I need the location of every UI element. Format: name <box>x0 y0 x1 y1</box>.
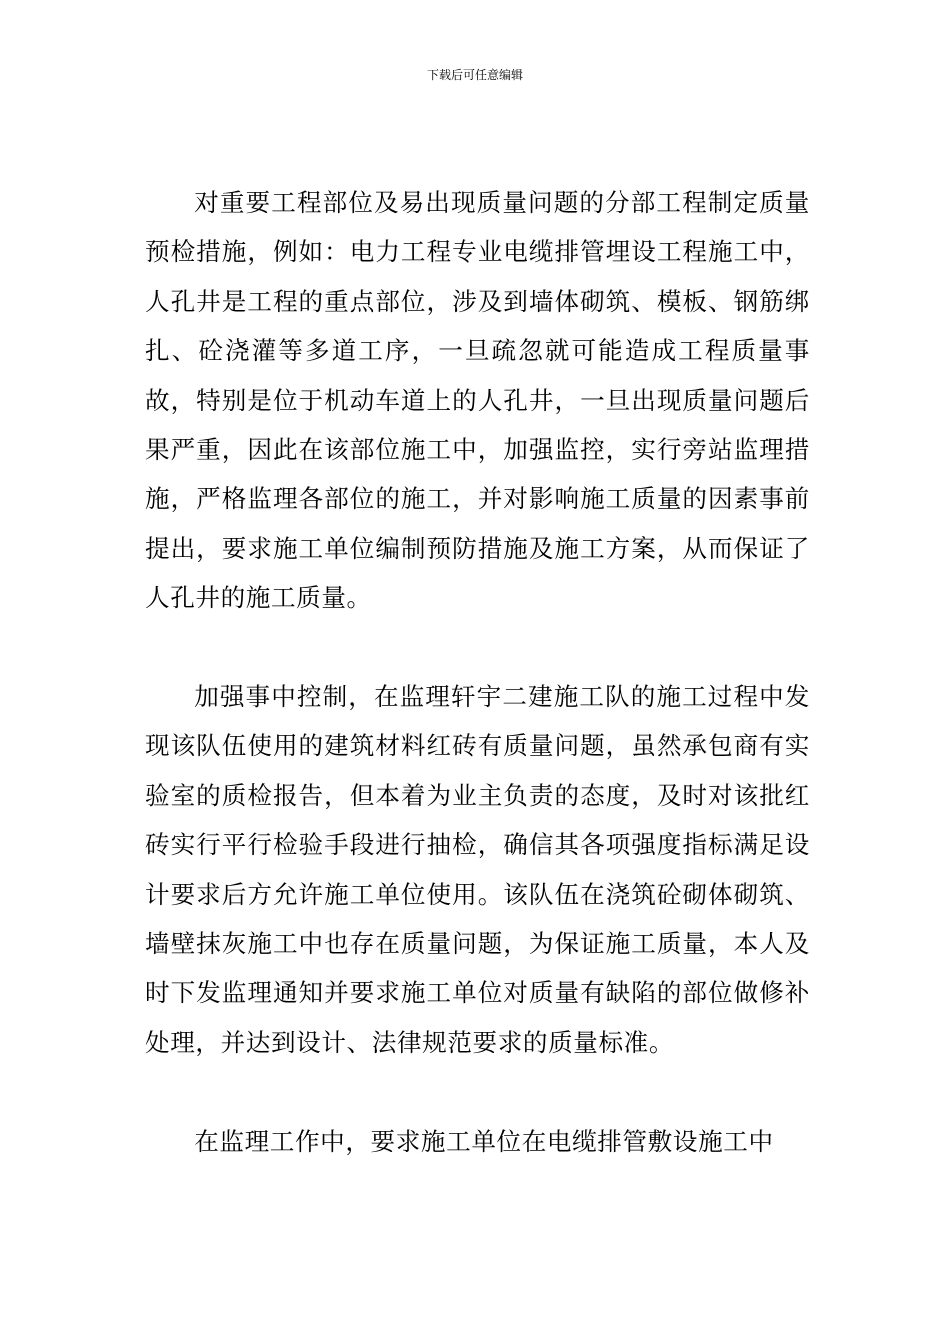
paragraph-in-process-control: 加强事中控制，在监理轩宇二建施工队的施工过程中发现该队伍使用的建筑材料红砖有质量问题，虽然承包商有实验室的质检报告，但本着为业主负责的态度，及时对该批红砖实行平行检验手段进行抽检，确信其各项强度指标满足设计要求后方允许施工单位使用。该队伍在浇筑砼砌体砌筑、墙壁抹灰施工中也存在质量问题，为保证施工质量，本人及时下发监理通知并要求施工单位对质量有缺陷的部位做修补处理，并达到设计、法律规范要求的质量标准。 <box>145 682 810 1057</box>
paragraph-quality-precheck: 对重要工程部位及易出现质量问题的分部工程制定质量预检措施，例如：电力工程专业电缆排管埋设工程施工中，人孔井是工程的重点部位，涉及到墙体砌筑、模板、钢筋绑扎、砼浇灌等多道工序，一旦疏忽就可能造成工程质量事故，特别是位于机动车道上的人孔井，一旦出现质量问题后果严重，因此在该部位施工中，加强监控，实行旁站监理措施，严格监理各部位的施工，并对影响施工质量的因素事前提出，要求施工单位编制预防措施及施工方案，从而保证了人孔井的施工质量。 <box>145 188 810 613</box>
page-header: 下载后可任意编辑 <box>426 68 523 82</box>
paragraph-supervision-work: 在监理工作中，要求施工单位在电缆排管敷设施工中 <box>194 1126 774 1156</box>
document-body <box>145 178 810 1215</box>
